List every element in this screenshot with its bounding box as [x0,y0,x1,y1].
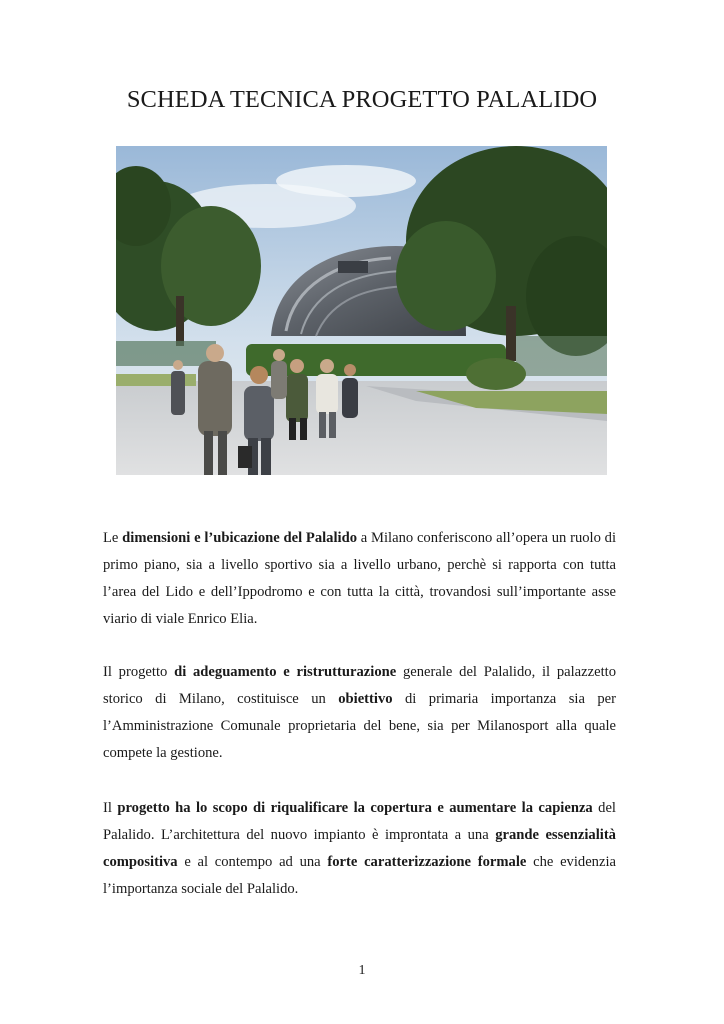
text-run: Il [103,800,118,816]
text-run: che evidenzia l’importanza sociale del Palalido. [103,854,616,897]
paragraph-3 [103,795,616,903]
text-run: a Milano conferiscono all’opera un ruolo di primo piano, sia a livello sportivo sia a livello urbano, perchè si rapporta con tutta l’area del Lido e dell’Ippodromo e con tutta la città, trovandosi sull’importante asse viario di viale Enrico Elia. [103,530,617,627]
text-run: Le [103,530,123,546]
paragraph-2 [103,659,616,767]
text-run: del Palalido. L’architettura del nuovo impianto è improntata a una [103,800,616,843]
text-run: Il progetto [103,664,175,680]
bold-text-run: di adeguamento e ristrutturazione [174,664,397,680]
palalido-rendering-image [116,146,607,475]
text-run: generale del Palalido, il palazzetto storico di Milano, costituisce un [103,664,616,707]
bold-text-run: progetto ha lo scopo di riqualificare la copertura e aumentare la capienza [117,800,593,816]
page-number: 1 [358,963,366,978]
bold-text-run: dimensioni e l’ubicazione del Palalido [122,530,357,546]
bold-text-run: forte caratterizzazione formale [327,854,527,870]
document-title: SCHEDA TECNICA PROGETTO PALALIDO [126,86,598,113]
paragraph-1 [103,525,616,633]
text-run: di primaria importanza sia per l’Amministrazione Comunale proprietaria del bene, sia per Milanosport alla quale compete la gestione. [103,691,616,761]
bold-text-run: obiettivo [338,691,393,707]
bold-text-run: grande essenzialità compositiva [103,827,616,870]
text-run: e al contempo ad una [177,854,328,870]
